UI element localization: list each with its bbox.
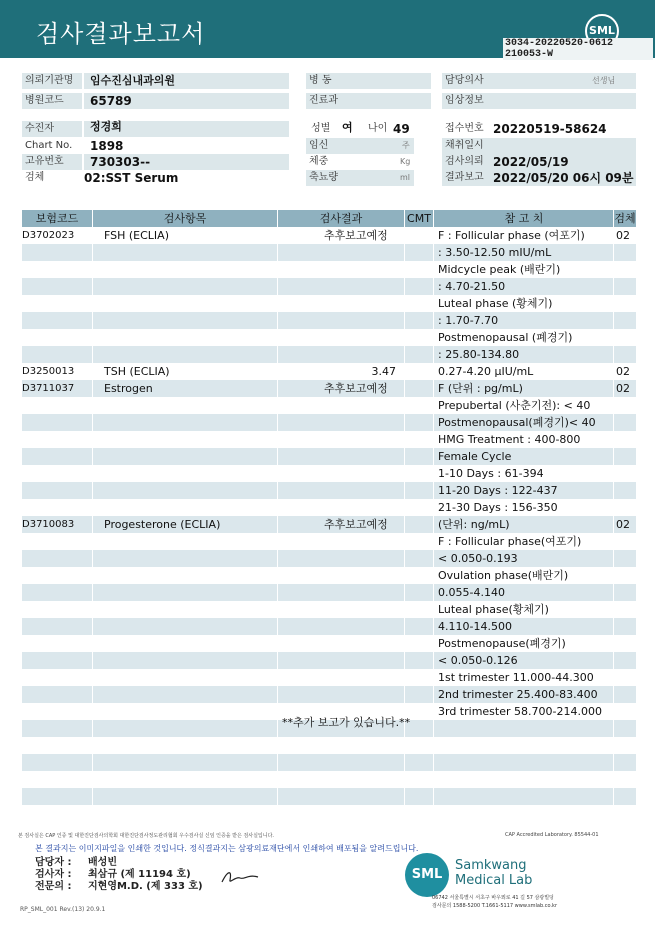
result-value: 2022/05/20 06시 09분 (493, 171, 634, 185)
row-stripe (22, 652, 636, 669)
row-stripe (22, 312, 636, 329)
revision-code: RP_SML_001 Rev.(13) 20.9.1 (20, 906, 106, 913)
pregnancy-unit: 주 (402, 141, 410, 150)
col-header-cmt: CMT (407, 212, 431, 225)
cell-ref: 21-30 Days : 156-350 (438, 501, 558, 514)
examiner-value: 최삼규 (제 11194 호) (88, 869, 191, 880)
more-report-note: **추가 보고가 있습니다.** (282, 716, 411, 729)
id-label: 고유번호 (22, 154, 82, 170)
request-value: 2022/05/19 (493, 155, 569, 169)
cell-ref: Postmenopausal(폐경기)< 40 (438, 416, 596, 429)
col-header-item: 검사항목 (163, 212, 207, 225)
col-divider (404, 210, 405, 830)
request-label: 검사의뢰 (442, 154, 636, 170)
row-stripe (22, 584, 636, 601)
print-notice: 본 결과지는 이미지파일을 인쇄한 것입니다. 정식결과지는 삼광의료재단에서 인쇄하여 배포됨을 알려드립니다. (35, 844, 419, 853)
lab-name-line2: Medical Lab (455, 873, 533, 888)
collect-label: 채취일시 (442, 138, 636, 154)
row-stripe (22, 346, 636, 363)
receipt-label: 접수번호 (445, 123, 484, 134)
cell-code: D3710083 (22, 519, 75, 530)
address-line1: 06742 서울특별시 서초구 바우뫼로 41 길 57 삼광빌딩 (432, 895, 554, 901)
cell-ref: 3rd trimester 58.700-214.000 (438, 705, 602, 718)
age-label: 나이 (368, 123, 388, 134)
doctor-suffix: 선생님 (592, 76, 616, 85)
col-divider (277, 210, 278, 830)
report-id-line2: 210053-W (505, 49, 554, 60)
specimen-label: 검체 (25, 172, 45, 183)
cell-ref: F : Follicular phase(여포기) (438, 535, 582, 548)
cell-spec: 02 (616, 518, 630, 531)
cell-ref: 1st trimester 11.000-44.300 (438, 671, 594, 684)
cell-ref: : 25.80-134.80 (438, 348, 520, 361)
ward-label: 병 동 (306, 73, 431, 89)
signature-icon (220, 868, 260, 886)
col-divider (433, 210, 434, 830)
col-header-result: 검사결과 (319, 212, 363, 225)
cell-spec: 02 (616, 365, 630, 378)
specialist-value: 지현영M.D. (제 333 호) (88, 881, 203, 892)
cap-accreditation: CAP Accredited Laboratory. 85544-01 (505, 832, 599, 838)
cell-item: FSH (ECLIA) (104, 229, 169, 242)
cell-result: 3.47 (371, 365, 396, 378)
cell-ref: HMG Treatment : 400-800 (438, 433, 581, 446)
chart-label: Chart No. (25, 140, 73, 151)
age-value: 49 (393, 122, 410, 136)
col-header-specimen: 검체 (614, 212, 636, 225)
cell-code: D3711037 (22, 383, 75, 394)
row-stripe (22, 278, 636, 295)
col-header-code: 보험코드 (35, 212, 79, 225)
address-line2: 검사문의 1588-5200 T.1661-5117 www.smlab.co.kr (432, 903, 557, 909)
cell-ref: : 1.70-7.70 (438, 314, 499, 327)
cell-ref: < 0.050-0.193 (438, 552, 518, 565)
lab-name (455, 858, 532, 888)
cell-ref: Female Cycle (438, 450, 512, 463)
col-divider (92, 210, 93, 830)
id-value: 730303-- (90, 155, 151, 169)
cell-ref: Postmenopausal (폐경기) (438, 331, 573, 344)
col-divider (613, 210, 614, 830)
manager-label: 담당자 : (35, 857, 72, 868)
result-label: 결과보고 (442, 170, 636, 186)
row-stripe (22, 754, 636, 771)
institution-value: 임수진심내과의원 (90, 74, 176, 87)
cell-ref: 2nd trimester 25.400-83.400 (438, 688, 598, 701)
cell-item: Progesterone (ECLIA) (104, 518, 221, 531)
cell-ref: F (단위 : pg/mL) (438, 382, 523, 395)
row-stripe (22, 550, 636, 567)
cell-ref: < 0.050-0.126 (438, 654, 518, 667)
cell-ref: Ovulation phase(배란기) (438, 569, 569, 582)
cell-ref: : 4.70-21.50 (438, 280, 506, 293)
chart-value: 1898 (90, 139, 124, 153)
report-id (503, 38, 653, 60)
cell-ref: Luteal phase(황체기) (438, 603, 549, 616)
patient-label: 수진자 (22, 121, 82, 137)
row-stripe (22, 618, 636, 635)
cell-result: 추후보고예정 (324, 382, 388, 395)
col-header-ref: 참 고 치 (504, 212, 544, 225)
sml-logo: SML (585, 14, 619, 48)
row-stripe (22, 788, 636, 805)
row-stripe (22, 448, 636, 465)
cell-result: 추후보고예정 (324, 518, 388, 531)
cell-ref: 0.055-4.140 (438, 586, 505, 599)
hospital-code-label: 병원코드 (22, 93, 82, 109)
pregnancy-label: 임신 (306, 138, 414, 154)
cell-ref: Prepubertal (사춘기전): < 40 (438, 399, 591, 412)
cell-ref: : 3.50-12.50 mIU/mL (438, 246, 552, 259)
accreditation-note: 본 검사실은 CAP 인증 및 대한진단검사의학회 대한진단검사정도관리협회 우수검사실 신임 인증을 받은 검사실입니다. (18, 833, 275, 839)
weight-label: 체중 (309, 156, 329, 167)
cell-code: D3250013 (22, 366, 75, 377)
cell-item: TSH (ECLIA) (104, 365, 170, 378)
cell-ref: 0.27-4.20 μIU/mL (438, 365, 534, 378)
cell-ref: F : Follicular phase (여포기) (438, 229, 585, 242)
receipt-value: 20220519-58624 (493, 122, 607, 136)
clinical-label: 임상정보 (442, 93, 636, 109)
patient-value: 정경희 (90, 120, 122, 133)
weight-unit: Kg (400, 157, 411, 166)
sex-value: 여 (342, 121, 353, 134)
cell-spec: 02 (616, 229, 630, 242)
examiner-label: 검사자 : (35, 869, 72, 880)
dept-label: 진료과 (306, 93, 431, 109)
urine-unit: ml (400, 173, 411, 182)
sex-label: 성별 (311, 123, 331, 134)
cell-code: D3702023 (22, 230, 75, 241)
lab-logo-icon: SML (405, 853, 449, 897)
cell-ref: (단위: ng/mL) (438, 518, 510, 531)
cell-ref: 4.110-14.500 (438, 620, 512, 633)
cell-ref: Postmenopause(폐경기) (438, 637, 566, 650)
urine-label: 축뇨량 (306, 170, 414, 186)
cell-ref: 1-10 Days : 61-394 (438, 467, 544, 480)
cell-item: Estrogen (104, 382, 153, 395)
cell-ref: Midcycle peak (배란기) (438, 263, 561, 276)
institution-label: 의뢰기관명 (22, 73, 82, 89)
cell-spec: 02 (616, 382, 630, 395)
specimen-value: 02:SST Serum (84, 171, 179, 185)
doctor-label: 담당의사 (442, 73, 636, 89)
cell-result: 추후보고예정 (324, 229, 388, 242)
lab-address (432, 894, 612, 910)
report-id-line1: 3034-20220520-0612 (505, 38, 614, 49)
cell-ref: Luteal phase (황체기) (438, 297, 553, 310)
manager-value: 배성빈 (88, 857, 117, 868)
hospital-code-value: 65789 (90, 94, 132, 108)
page-title: 검사결과보고서 (36, 20, 206, 48)
lab-name-line1: Samkwang (455, 858, 527, 873)
cell-ref: 11-20 Days : 122-437 (438, 484, 558, 497)
specialist-label: 전문의 : (35, 881, 72, 892)
